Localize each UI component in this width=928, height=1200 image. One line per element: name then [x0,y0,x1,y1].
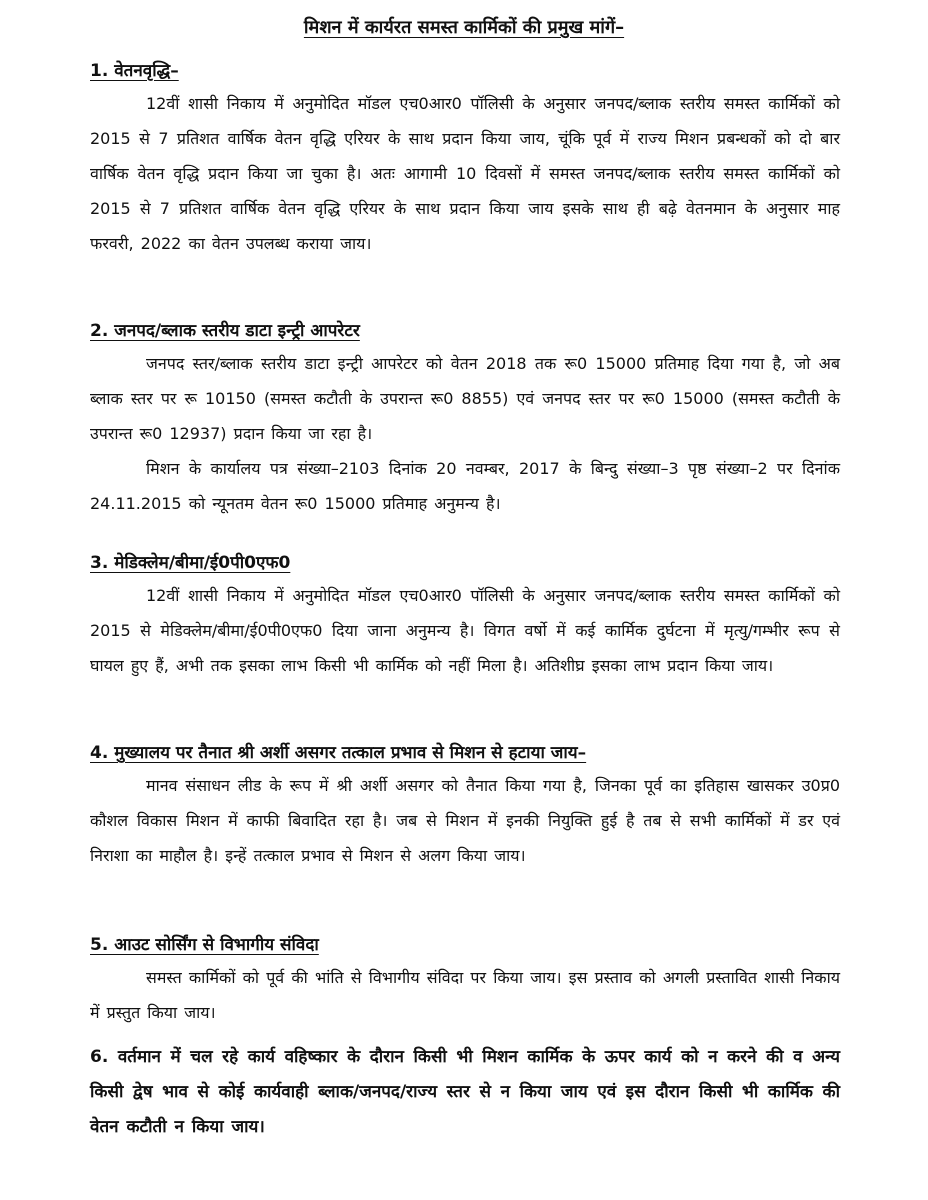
section-2-heading: 2. जनपद/ब्लाक स्तरीय डाटा इन्ट्री आपरेटर [90,321,360,341]
section-2-paragraph-2: मिशन के कार्यालय पत्र संख्या–2103 दिनांक 20 नवम्बर, 2017 के बिन्दु संख्या–3 पृष्ठ संख्या–2 पर दिनांक 24.11.2015 को न्यूनतम वेतन रू0 15000 प्रतिमाह अनुमन्य है। [90,459,840,513]
section-5-outsourcing [90,930,840,1030]
document-title-text: मिशन में कार्यरत समस्त कार्मिकों की प्रमुख मांगें– [303,17,625,38]
section-4-removal-demand [90,738,840,873]
section-6-paragraph: 6. वर्तमान में चल रहे कार्य वहिष्कार के दौरान किसी भी मिशन कार्मिक के ऊपर कार्य को न करने की व अन्य किसी द्वेष भाव से कोई कार्यवाही ब्लाक/जनपद/राज्य स्तर से न किया जाय एवं इस दौरान किसी भी कार्मिक की वेतन कटौती न किया जाय। [90,1047,840,1137]
section-3-paragraph: 12वीं शासी निकाय में अनुमोदित मॉडल एच0आर0 पॉलिसी के अनुसार जनपद/ब्लाक स्तरीय समस्त कार्मिकों को 2015 से मेडिक्लेम/बीमा/ई0पी0एफ0 दिया जाना अनुमन्य है। विगत वर्षो में कई कार्मिक दुर्घटना में मृत्यु/गम्भीर रूप से घायल हुए हैं, अभी तक इसका लाभ किसी भी कार्मिक को नहीं मिला है। अतिशीघ्र इसका लाभ प्रदान किया जाय। [90,586,840,675]
section-5-heading: 5. आउट सोर्सिंग से विभागीय संविदा [90,935,319,955]
section-4-paragraph: मानव संसाधन लीड के रूप में श्री अर्शी असगर को तैनात किया गया है, जिनका पूर्व का इतिहास खासकर उ0प्र0 कौशल विकास मिशन में काफी बिवादित रहा है। जब से मिशन में इनकी नियुक्ति हुई है तब से सभी कार्मिकों में डर एवं निराशा का माहौल है। इन्हें तत्काल प्रभाव से मिशन से अलग किया जाय। [90,776,840,865]
section-1-salary-increment [90,56,840,261]
section-3-mediclaim [90,548,840,683]
section-6-no-action [90,1040,840,1145]
section-3-heading: 3. मेडिक्लेम/बीमा/ई0पी0एफ0 [90,553,291,573]
section-2-data-entry-operator [90,316,840,521]
section-4-heading: 4. मुख्यालय पर तैनात श्री अर्शी असगर तत्काल प्रभाव से मिशन से हटाया जाय– [90,743,587,763]
section-2-paragraph-1: जनपद स्तर/ब्लाक स्तरीय डाटा इन्ट्री आपरेटर को वेतन 2018 तक रू0 15000 प्रतिमाह दिया गया है, जो अब ब्लाक स्तर पर रू 10150 (समस्त कटौती के उपरान्त रू0 8855) एवं जनपद स्तर पर रू0 15000 (समस्त कटौती के उपरान्त रू0 12937) प्रदान किया जा रहा है। [90,354,840,443]
section-1-heading: 1. वेतनवृद्धि– [90,61,179,81]
section-1-paragraph: 12वीं शासी निकाय में अनुमोदित मॉडल एच0आर0 पॉलिसी के अनुसार जनपद/ब्लाक स्तरीय समस्त कार्मिकों को 2015 से 7 प्रतिशत वार्षिक वेतन वृद्धि एरियर के साथ प्रदान किया जाय, चूंकि पूर्व में राज्य मिशन प्रबन्धकों को दो बार वार्षिक वेतन वृद्धि प्रदान किया जा चुका है। अतः आगामी 10 दिवसों में समस्त जनपद/ब्लाक स्तरीय समस्त कार्मिकों को 2015 से 7 प्रतिशत वार्षिक वेतन वृद्धि एरियर के साथ प्रदान किया जाय इसके साथ ही बढ़े वेतनमान के अनुसार माह फरवरी, 2022 का वेतन उपलब्ध कराया जाय। [90,94,840,253]
document-title [0,14,928,42]
section-5-paragraph: समस्त कार्मिकों को पूर्व की भांति से विभागीय संविदा पर किया जाय। इस प्रस्ताव को अगली प्रस्तावित शासी निकाय में प्रस्तुत किया जाय। [90,968,840,1022]
